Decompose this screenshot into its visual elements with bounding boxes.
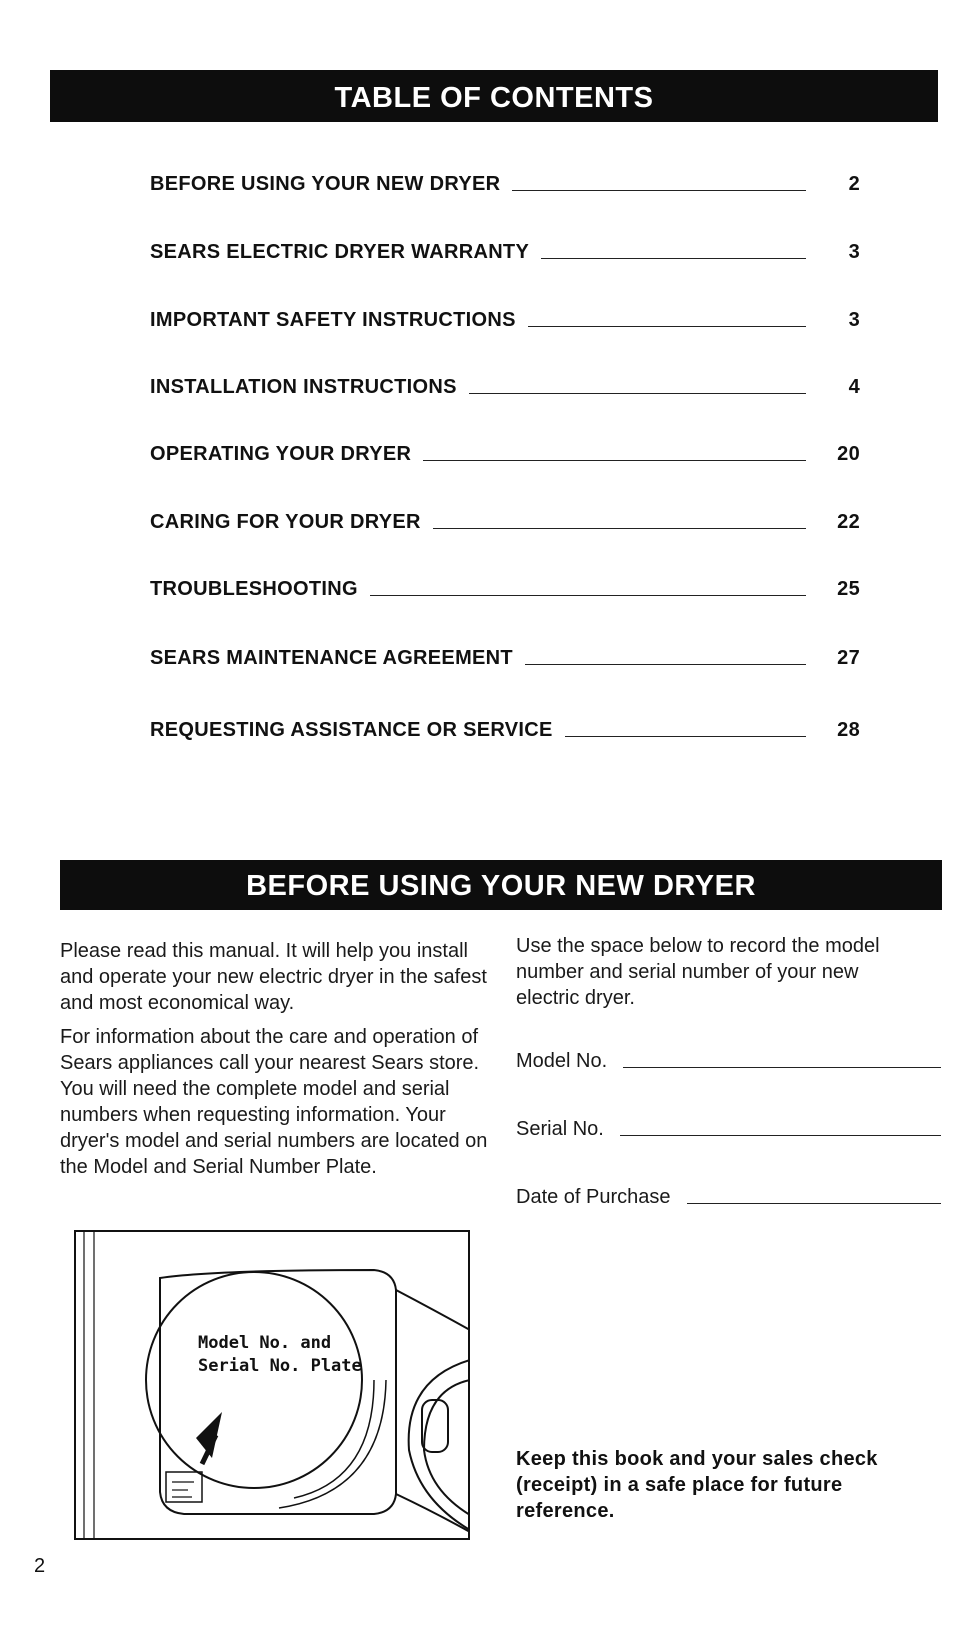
toc-entry [150, 712, 860, 742]
section-title: BEFORE USING YOUR NEW DRYER [60, 860, 942, 910]
toc-entry-page: 20 [837, 443, 860, 465]
toc-entry [150, 504, 860, 534]
model-number-field[interactable] [516, 1045, 941, 1073]
toc-leader-line [423, 460, 806, 461]
toc-entry-title: IMPORTANT SAFETY INSTRUCTIONS [150, 309, 516, 331]
toc-entry-page: 3 [848, 241, 860, 263]
toc-entry [150, 302, 860, 332]
keep-book-note: Keep this book and your sales check (receipt) in a safe place for future reference. [516, 1448, 878, 1522]
toc-leader-line [541, 258, 806, 259]
toc-entry [150, 166, 860, 196]
toc-entry-page: 28 [837, 719, 860, 741]
toc-entry [150, 234, 860, 264]
purchase-date-label: Date of Purchase [516, 1186, 671, 1208]
info-paragraph: For information about the care and operation of Sears appliances call your nearest Sears store. You will need the complete model and serial numbers when requesting information. Your dryer's model and serial numbers are located on the Model and Serial Number Plate. [60, 1026, 488, 1178]
toc-entry-page: 27 [837, 647, 860, 669]
toc-leader-line [528, 326, 806, 327]
toc-entry [150, 640, 860, 670]
toc-entry-page: 3 [848, 309, 860, 331]
toc-entry [150, 571, 860, 601]
toc-entry-title: SEARS ELECTRIC DRYER WARRANTY [150, 241, 530, 263]
toc-leader-line [370, 595, 806, 596]
model-number-label: Model No. [516, 1050, 608, 1072]
toc-entry-page: 22 [837, 511, 860, 533]
purchase-date-line[interactable] [687, 1203, 941, 1204]
toc-entry-title: INSTALLATION INSTRUCTIONS [150, 376, 457, 398]
figure-label-line1: Model No. and [198, 1333, 332, 1353]
toc-leader-line [512, 190, 806, 191]
toc-entry-page: 4 [848, 376, 860, 398]
toc-entry-page: 2 [848, 173, 860, 195]
toc-entry-title: BEFORE USING YOUR NEW DRYER [150, 173, 501, 195]
model-number-line[interactable] [623, 1067, 941, 1068]
toc-entry [150, 369, 860, 399]
toc-entry-page: 25 [837, 578, 860, 600]
toc-entry [150, 436, 860, 466]
toc-entry-title: CARING FOR YOUR DRYER [150, 511, 421, 533]
toc-title: TABLE OF CONTENTS [50, 70, 938, 122]
toc-leader-line [525, 664, 806, 665]
page-number: 2 [34, 1555, 46, 1577]
purchase-date-field[interactable] [516, 1181, 941, 1209]
figure-label-line2: Serial No. Plate [198, 1356, 362, 1376]
toc-leader-line [433, 528, 806, 529]
intro-paragraph: Please read this manual. It will help you install and operate your new electric dryer in the safest and most economical way. [60, 940, 487, 1014]
toc-entry-title: TROUBLESHOOTING [150, 578, 358, 600]
serial-number-field[interactable] [516, 1113, 941, 1141]
serial-number-line[interactable] [620, 1135, 941, 1136]
toc-entry-title: SEARS MAINTENANCE AGREEMENT [150, 647, 513, 669]
record-intro-paragraph: Use the space below to record the model number and serial number of your new electric dryer. [516, 935, 880, 1009]
serial-number-label: Serial No. [516, 1118, 604, 1140]
toc-entry-title: REQUESTING ASSISTANCE OR SERVICE [150, 719, 553, 741]
toc-leader-line [565, 736, 806, 737]
toc-entry-title: OPERATING YOUR DRYER [150, 443, 412, 465]
dryer-plate-illustration [74, 1230, 470, 1540]
toc-leader-line [469, 393, 806, 394]
